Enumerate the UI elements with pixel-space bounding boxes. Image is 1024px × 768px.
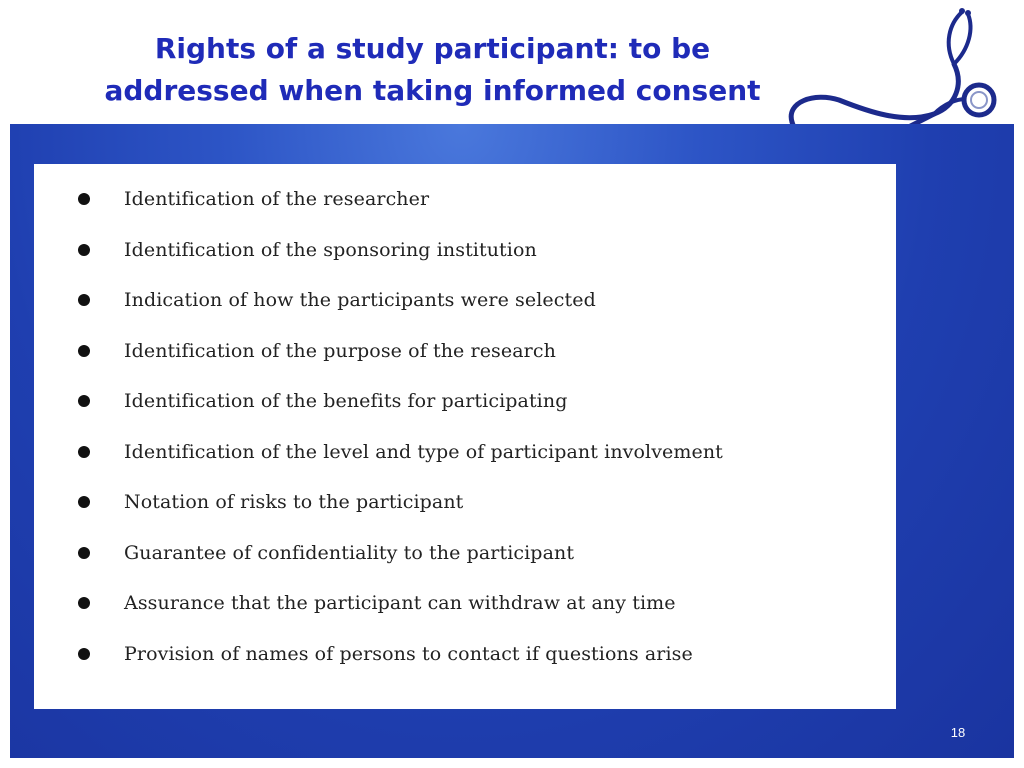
bullet-icon	[78, 648, 90, 660]
list-item	[78, 629, 723, 680]
bullet-icon	[78, 294, 90, 306]
list-item	[78, 174, 723, 225]
list-item-text: Notation of risks to the participant	[124, 491, 464, 514]
bullet-icon	[78, 395, 90, 407]
list-item-text: Identification of the researcher	[124, 188, 430, 211]
list-item-text: Identification of the benefits for participating	[124, 390, 568, 413]
list-item	[78, 326, 723, 377]
bullet-icon	[78, 244, 90, 256]
list-item	[78, 275, 723, 326]
list-item-text: Identification of the purpose of the research	[124, 339, 556, 362]
list-item-text: Indication of how the participants were selected	[124, 289, 596, 312]
bullet-icon	[78, 345, 90, 357]
list-item	[78, 427, 723, 478]
list-item	[78, 376, 723, 427]
list-item-text: Provision of names of persons to contact if questions arise	[124, 642, 693, 665]
list-item-text: Identification of the sponsoring institution	[124, 238, 537, 261]
scanned-list-card	[34, 164, 896, 709]
rights-list	[78, 174, 723, 679]
list-item	[78, 477, 723, 528]
bullet-icon	[78, 597, 90, 609]
list-item-text: Guarantee of confidentiality to the participant	[124, 541, 575, 564]
title-line-2: addressed when taking informed consent	[104, 74, 761, 107]
title-line-1: Rights of a study participant: to be	[154, 32, 711, 65]
list-item-text: Identification of the level and type of participant involvement	[124, 440, 723, 463]
bullet-icon	[78, 193, 90, 205]
slide-title	[60, 28, 805, 112]
slide-number: 18	[950, 725, 966, 740]
list-item-text: Assurance that the participant can withdraw at any time	[124, 592, 676, 615]
bullet-icon	[78, 446, 90, 458]
list-item	[78, 528, 723, 579]
bullet-icon	[78, 547, 90, 559]
list-item	[78, 225, 723, 276]
list-item	[78, 578, 723, 629]
bullet-icon	[78, 496, 90, 508]
